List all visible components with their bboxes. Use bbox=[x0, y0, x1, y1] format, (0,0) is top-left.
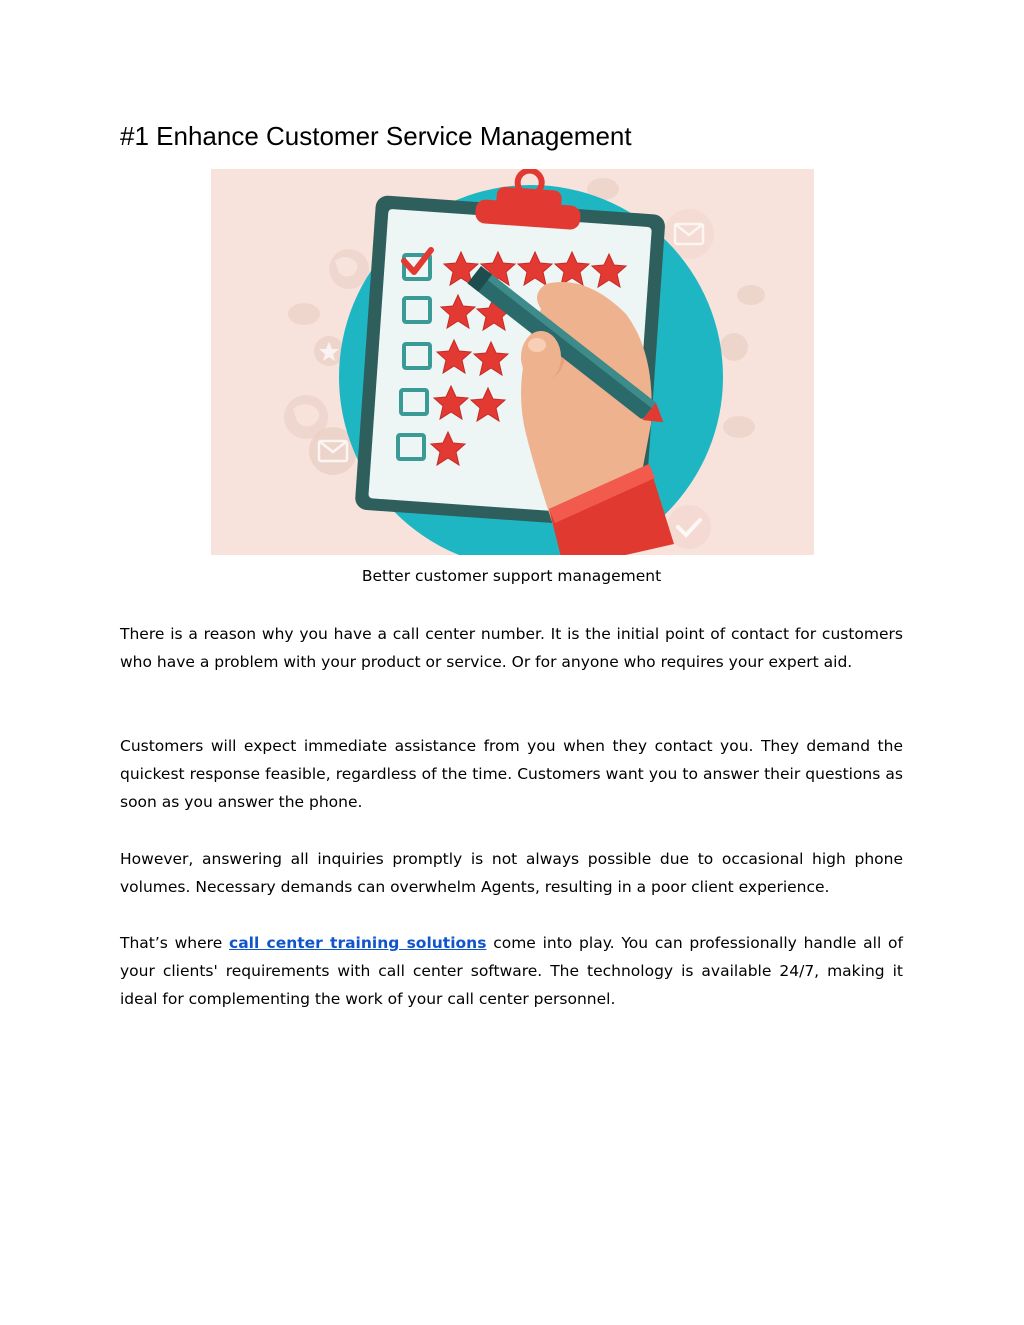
paragraph-training-solutions bbox=[120, 929, 903, 1013]
paragraph-text-after-link: come into play. You can professionally handle all of your clients' requirements with call center software. The technology is available 24/7, making it ideal for complementing the work of your call center personnel. bbox=[120, 934, 903, 1008]
customer-review-illustration bbox=[211, 169, 814, 555]
page-heading: #1 Enhance Customer Service Management bbox=[120, 121, 632, 151]
call-center-training-link[interactable]: call center training solutions bbox=[229, 934, 487, 952]
star-chat-icon bbox=[314, 336, 344, 366]
figure-caption: Better customer support management bbox=[361, 567, 662, 585]
paragraph-high-volumes: However, answering all inquiries promptly is not always possible due to occasional high phone volumes. Necessary demands can overwhelm Agents, resulting in a poor client experience. bbox=[120, 850, 903, 896]
paragraph-call-center-number: There is a reason why you have a call center number. It is the initial point of contact for customers who have a problem with your product or service. Or for anyone who requires your expert aid. bbox=[120, 625, 903, 671]
paragraph-text-before-link: That’s where bbox=[120, 934, 229, 952]
paragraph-immediate-assistance: Customers will expect immediate assistance from you when they contact you. They demand the quickest response feasible, regardless of the time. Customers want you to answer their questions as soon as you answer the phone. bbox=[120, 737, 903, 811]
check-badge-icon bbox=[667, 505, 711, 549]
